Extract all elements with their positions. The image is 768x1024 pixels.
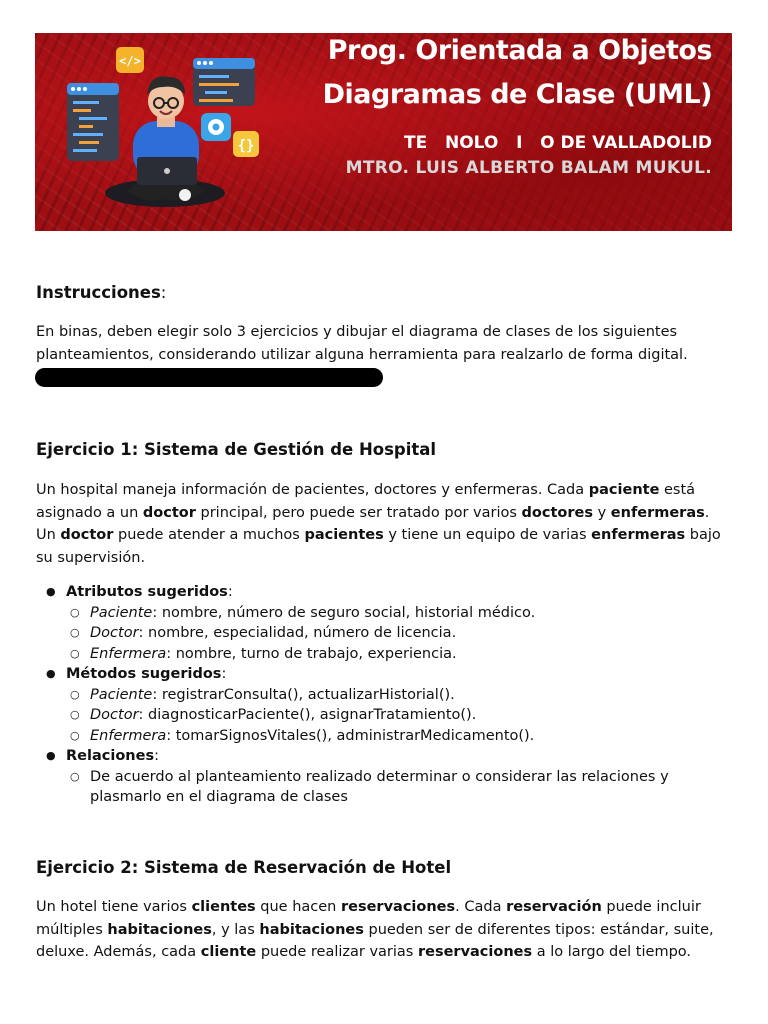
- svg-text:{}: {}: [237, 138, 255, 154]
- instructions-text: En binas, deben elegir solo 3 ejercicios y dibujar el diagrama de clases de los siguientes planteamientos, considerando utilizar alguna herramienta para realzarlo de forma digital.: [36, 324, 688, 363]
- braces-icon: [233, 131, 259, 157]
- list-item: ● Métodos sugeridos:: [36, 664, 726, 685]
- svg-text:</>: </>: [119, 54, 141, 68]
- instructions-heading: Instrucciones:: [36, 283, 167, 302]
- programmer-illustration: [35, 33, 295, 231]
- code-tag-icon: [116, 47, 144, 73]
- exercise-1-heading: Ejercicio 1: Sistema de Gestión de Hospital: [36, 440, 437, 459]
- code-window-icon: [193, 58, 255, 106]
- gear-icon: [201, 113, 231, 141]
- list-item: ● Relaciones:: [36, 746, 726, 767]
- redaction-bar: [35, 368, 383, 387]
- header-banner: [35, 33, 732, 231]
- banner-title-line-2: Diagramas de Clase (UML): [322, 79, 712, 110]
- banner-teacher: MTRO. LUIS ALBERTO BALAM MUKUL.: [345, 158, 712, 178]
- list-item: ○ Enfermera: nombre, turno de trabajo, experiencia.: [36, 644, 726, 665]
- banner-title-line-1: Prog. Orientada a Objetos: [327, 35, 712, 66]
- list-item: ● Atributos sugeridos:: [36, 582, 726, 603]
- exercise-2-paragraph: Un hotel tiene varios clientes que hacen reservaciones. Cada reservación puede incluir múltiples habitaciones, y las habitaciones pueden ser de diferentes tipos: estándar, suite, deluxe. Además, cada cliente puede realizar varias reservaciones a lo largo del tiempo.: [36, 899, 714, 960]
- exercise-1-paragraph: Un hospital maneja información de pacientes, doctores y enfermeras. Cada paciente está asignado a un doctor principal, pero puede ser tratado por varios doctores y enfermeras. Un doctor puede atender a muchos pacientes y tiene un equipo de varias enfermeras bajo su supervisión.: [36, 482, 721, 566]
- code-window-icon: [67, 83, 119, 161]
- list-item: ○ Doctor: nombre, especialidad, número de licencia.: [36, 623, 726, 644]
- exercise-2-heading: Ejercicio 2: Sistema de Reservación de Hotel: [36, 858, 452, 877]
- banner-institution: TE NOLO I O DE VALLADOLID: [404, 133, 712, 153]
- list-item: ○ Paciente: registrarConsulta(), actualizarHistorial().: [36, 685, 726, 706]
- list-item: ○ Enfermera: tomarSignosVitales(), administrarMedicamento().: [36, 726, 726, 747]
- list-item: ○ De acuerdo al planteamiento realizado determinar o considerar las relaciones y plasmarlo en el diagrama de clases: [36, 767, 726, 808]
- exercise-1-list: [36, 582, 726, 808]
- list-item: ○ Doctor: diagnosticarPaciente(), asignarTratamiento().: [36, 705, 726, 726]
- list-item: ○ Paciente: nombre, número de seguro social, historial médico.: [36, 603, 726, 624]
